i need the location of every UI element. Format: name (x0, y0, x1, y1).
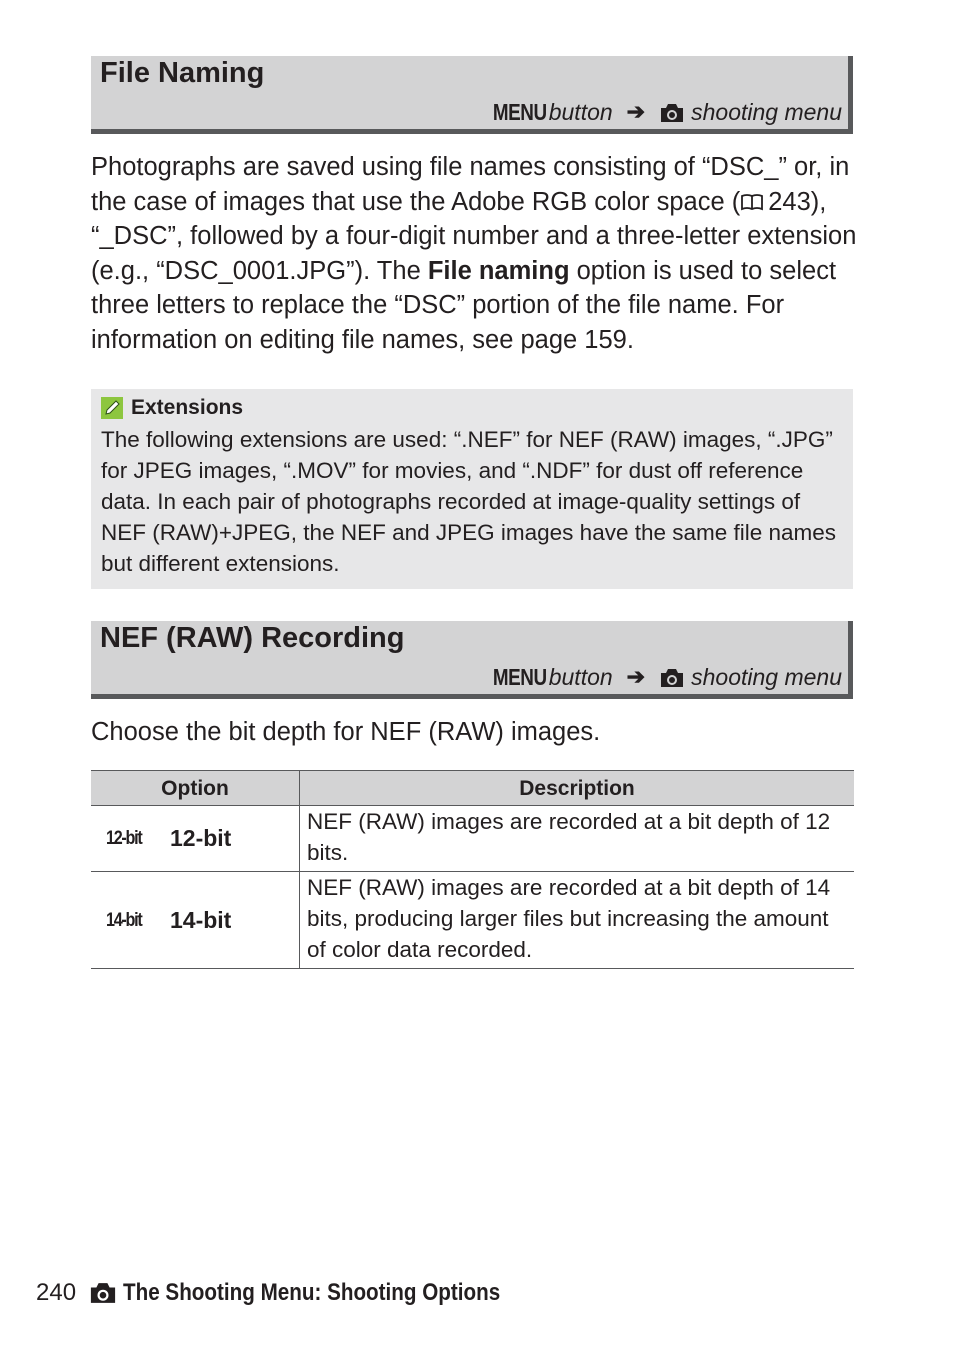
table-row (91, 872, 854, 969)
option-cell (91, 806, 300, 872)
menu-button-label: MENU (492, 99, 547, 125)
chapter-title: The Shooting Menu: Shooting Options (123, 1279, 501, 1306)
pencil-icon (101, 397, 123, 419)
reference-page: 243 (768, 187, 811, 216)
description-cell: NEF (RAW) images are recorded at a bit depth of 12 bits. (300, 806, 855, 872)
option-label: 12-bit (170, 825, 232, 851)
arrow-right-icon: ➔ (626, 99, 646, 124)
page-number: 240 (36, 1279, 77, 1306)
table-row (91, 806, 854, 872)
file-naming-paragraph (91, 150, 861, 357)
section-title: NEF (RAW) Recording (100, 622, 405, 654)
note-text: The following extensions are used: “.NEF” for NEF (RAW) images, “.JPG” for JPEG images, “.MOV” for movies, and “.NDF” for dust off reference data. In each pair of photographs recorded at image-quality settings of NEF (RAW)+JPEG, the NEF and JPEG images have the same file names but different extensions. (101, 427, 837, 576)
12-bit-icon: 12-bit (106, 828, 142, 849)
nef-intro: Choose the bit depth for NEF (RAW) images. (91, 718, 601, 746)
note-title-text: Extensions (131, 396, 244, 419)
book-ref-icon (740, 193, 764, 211)
camera-icon (659, 103, 685, 123)
note-title (101, 395, 243, 421)
nef-recording-header (91, 621, 853, 699)
option-label: 14-bit (170, 906, 232, 933)
option-cell (91, 872, 300, 969)
menu-name: shooting menu (691, 99, 842, 125)
menu-name: shooting menu (691, 664, 842, 690)
description-cell: NEF (RAW) images are recorded at a bit depth of 14 bits, producing larger files but increasing the amount of color data recorded. (300, 872, 855, 969)
menu-path (481, 98, 842, 126)
bold-term: File naming (427, 256, 570, 285)
extensions-note (91, 389, 853, 589)
column-header: Description (300, 771, 855, 806)
menu-button-text: button (548, 664, 613, 690)
paragraph-part: option is used to select three letters to replace the “DSC” portion of the file name. For information on editing file names, see page 159. (91, 256, 837, 354)
page-footer (36, 1278, 562, 1308)
table-header-row (91, 771, 854, 806)
arrow-right-icon: ➔ (626, 664, 646, 689)
section-title: File Naming (100, 57, 265, 89)
camera-icon (88, 1282, 118, 1304)
menu-button-label: MENU (492, 664, 547, 690)
paragraph-part: ), “_DSC”, followed by a four-digit number and a three-letter extension (e.g., “DSC_0001.JPG”). The (91, 187, 857, 285)
14-bit-icon: 14-bit (106, 909, 142, 931)
menu-button-text: button (548, 99, 613, 125)
bit-depth-table (91, 770, 854, 969)
column-header: Option (91, 771, 300, 806)
file-naming-header (91, 56, 853, 134)
menu-path (481, 663, 842, 691)
paragraph-part: Photographs are saved using file names consisting of “DSC_” or, in the case of images that use the Adobe RGB color space ( (91, 153, 850, 216)
camera-icon (659, 668, 685, 688)
